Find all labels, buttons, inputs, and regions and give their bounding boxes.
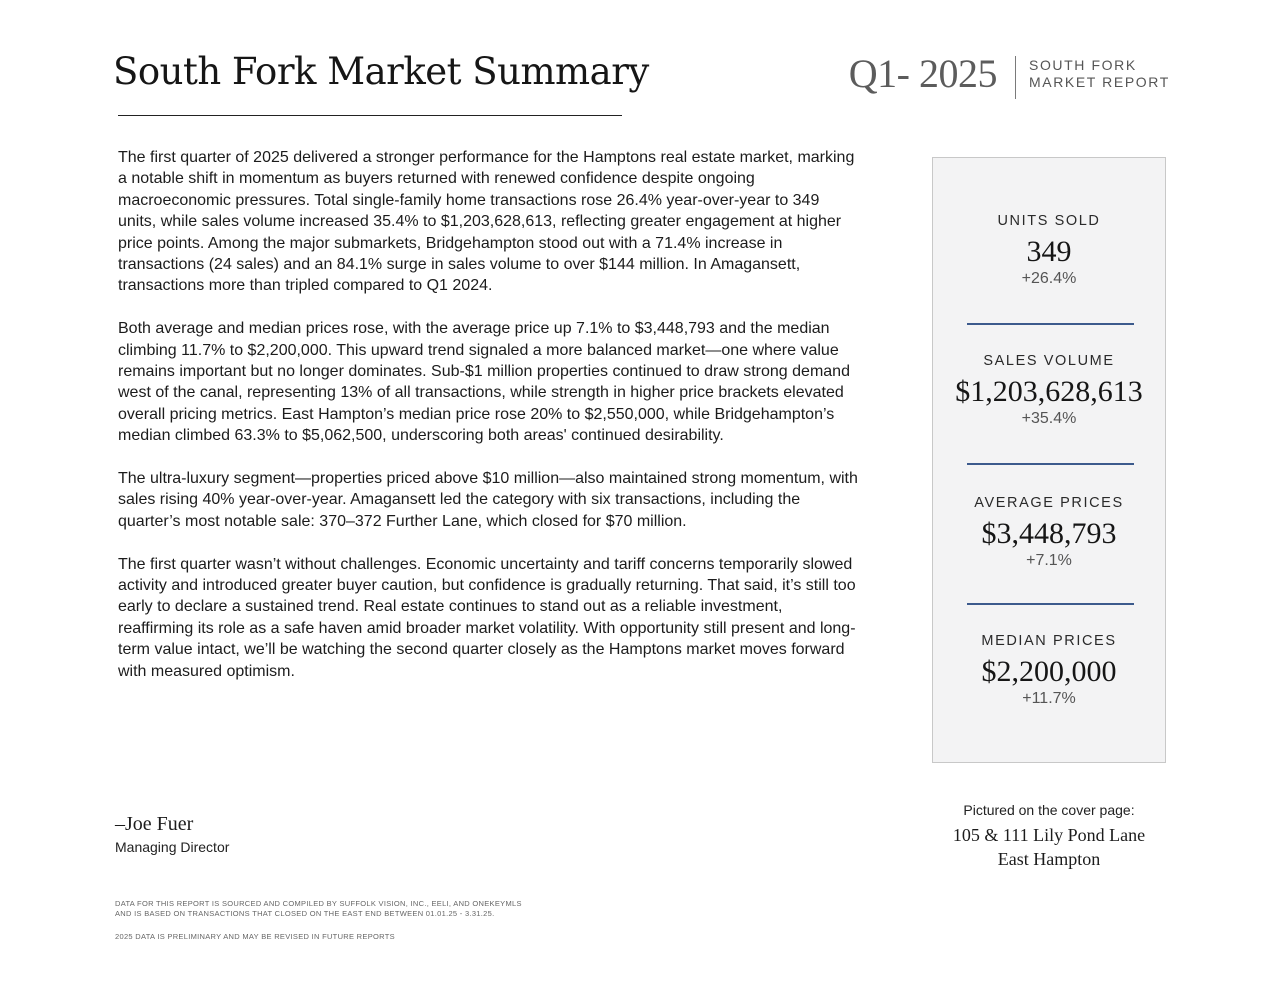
- stat-change: +7.1%: [1026, 552, 1072, 569]
- stat-divider: [967, 463, 1134, 465]
- header-divider: [1015, 56, 1016, 99]
- stats-panel: [932, 157, 1166, 763]
- signature-role: Managing Director: [115, 839, 230, 855]
- stat-divider: [967, 603, 1134, 605]
- stat-value: 349: [1026, 235, 1072, 268]
- summary-paragraph: The first quarter wasn’t without challenges. Economic uncertainty and tariff concerns temporarily slowed activity and introduced greater buyer caution, but confidence is gradually returning. That said, it’s still too early to declare a sustained trend. Real estate continues to stand out as a reliable investment, reaffirming its role as a safe haven amid broader market volatility. With opportunity still present and long-term value intact, we’ll be watching the second quarter closely as the Hamptons market moves forward with measured optimism.: [118, 555, 856, 680]
- stat-value: $2,200,000: [981, 655, 1117, 688]
- stat-value: $1,203,628,613: [955, 375, 1143, 408]
- stat-units-sold: [933, 213, 1165, 288]
- quarter-label: Q1- 2025: [848, 51, 997, 96]
- summary-paragraph: The first quarter of 2025 delivered a stronger performance for the Hamptons real estate market, marking a notable shift in momentum as buyers returned with renewed confidence despite ongoing macroeconomic pressures. Total single-family home transactions rose 26.4% year-over-year to 349 units, while sales volume increased 35.4% to $1,203,628,613, reflecting greater engagement at higher price points. Among the major submarkets, Bridgehampton stood out with a 71.4% increase in transactions (24 sales) and an 84.1% surge in sales volume to over $144 million. In Amagansett, transactions more than tripled compared to Q1 2024.: [118, 149, 855, 295]
- stat-change: +26.4%: [1021, 270, 1077, 287]
- page-title: South Fork Market Summary: [113, 50, 649, 93]
- summary-body: [118, 147, 858, 704]
- cover-town: East Hampton: [997, 849, 1101, 869]
- report-label-line1: SOUTH FORK: [1029, 57, 1137, 73]
- stat-label: AVERAGE PRICES: [974, 495, 1124, 511]
- signature-name: –Joe Fuer: [115, 813, 194, 835]
- footnote-preliminary: 2025 DATA IS PRELIMINARY AND MAY BE REVISED IN FUTURE REPORTS: [115, 932, 395, 941]
- report-label-line2: MARKET REPORT: [1029, 74, 1170, 90]
- stat-change: +11.7%: [1022, 690, 1076, 707]
- summary-paragraph: Both average and median prices rose, with the average price up 7.1% to $3,448,793 and the median climbing 11.7% to $2,200,000. This upward trend signaled a more balanced market—one where value remains important but no longer dominates. Sub-$1 million properties continued to draw strong demand west of the canal, representing 13% of all transactions, while strength in higher price brackets elevated overall pricing metrics. East Hampton’s median price rose 20% to $2,550,000, while Bridgehampton’s median climbed 63.3% to $5,062,500, underscoring both areas' continued desirability.: [118, 320, 850, 445]
- footnote-line: AND IS BASED ON TRANSACTIONS THAT CLOSED ON THE EAST END BETWEEN 01.01.25 - 3.31.25.: [115, 909, 495, 918]
- stat-median-prices: [933, 633, 1165, 708]
- stat-value: $3,448,793: [981, 517, 1117, 550]
- stat-divider: [967, 323, 1134, 325]
- cover-caption-label: Pictured on the cover page:: [963, 802, 1135, 818]
- title-underline: [118, 115, 622, 116]
- stat-change: +35.4%: [1021, 410, 1077, 427]
- footnote-line: DATA FOR THIS REPORT IS SOURCED AND COMPILED BY SUFFOLK VISION, INC., EELI, AND ONEKEYMLS: [115, 899, 522, 908]
- report-label: [1029, 57, 1170, 91]
- footnote-source: [115, 899, 522, 919]
- cover-address: 105 & 111 Lily Pond Lane: [952, 825, 1146, 845]
- summary-paragraph: The ultra-luxury segment—properties priced above $10 million—also maintained strong momentum, with sales rising 40% year-over-year. Amagansett led the category with six transactions, including the quarter’s most notable sale: 370–372 Further Lane, which closed for $70 million.: [118, 470, 858, 530]
- stat-average-prices: [933, 495, 1165, 570]
- cover-caption: [932, 802, 1166, 871]
- stat-label: SALES VOLUME: [983, 353, 1115, 369]
- stat-sales-volume: [933, 353, 1165, 428]
- stat-label: UNITS SOLD: [997, 213, 1101, 229]
- stat-label: MEDIAN PRICES: [981, 633, 1117, 649]
